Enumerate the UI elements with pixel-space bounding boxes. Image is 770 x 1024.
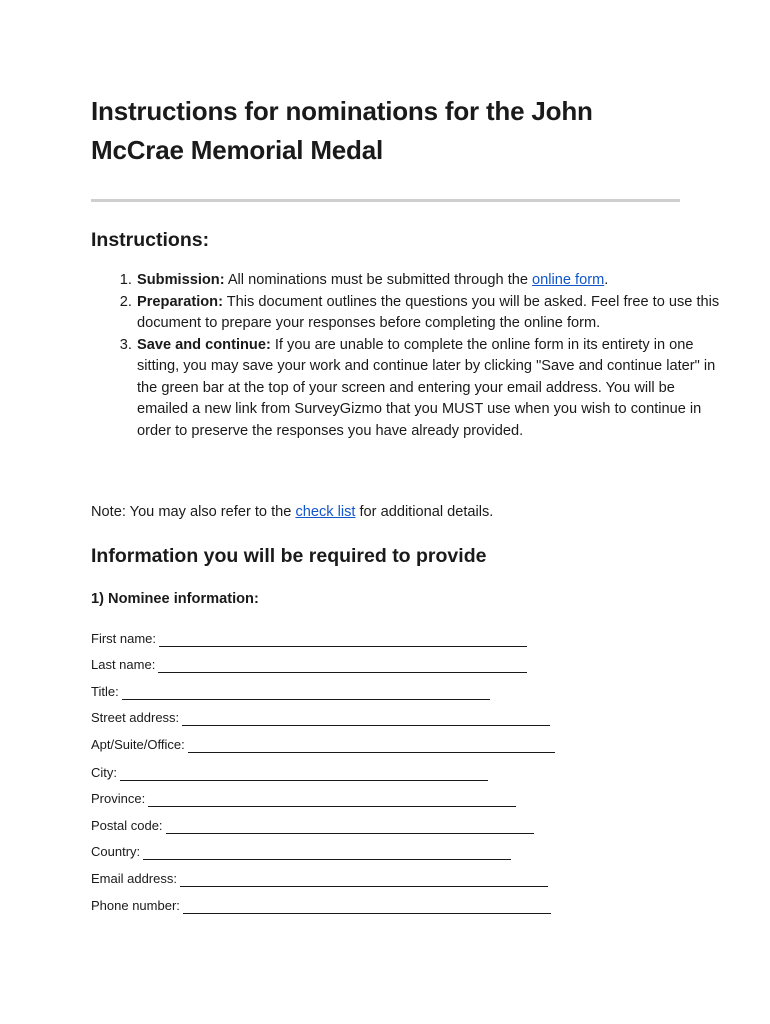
field-blank-line [120,767,488,781]
nominee-heading: 1) Nominee information: [91,591,259,607]
instructions-list [91,270,726,442]
field-label: City: [91,765,117,780]
field-label: First name: [91,631,157,646]
field-label: Last name: [91,657,156,672]
field-title [91,680,490,700]
field-blank-line [148,793,516,807]
instruction-text-end: . [604,272,609,288]
online-form-link[interactable]: online form [532,272,605,288]
field-city [91,761,488,781]
field-blank-line [122,686,490,700]
field-label: Street address: [91,710,180,725]
field-email-address [91,867,548,887]
instruction-item-submission [136,270,726,292]
field-apt-suite-office [91,733,555,753]
field-last-name [91,653,527,673]
field-postal-code [91,814,534,834]
note-text-end: for additional details. [355,504,494,520]
field-province [91,787,516,807]
field-blank-line [158,659,527,673]
check-list-link[interactable]: check list [295,504,356,520]
instruction-text: If you are unable to complete the online form in its entirety in one sitting, you may save your work and continue later by clicking "Save and continue later" in the green bar at the top of your screen and entering your email address. You will be emailed a new link from SurveyGizmo that you MUST use when you wish to continue in order to preserve the responses you have already provided. [137,336,716,439]
info-heading: Information you will be required to provide [91,545,487,567]
instruction-text: This document outlines the questions you will be asked. Feel free to use this document to prepare your responses before completing the online form. [137,293,720,331]
instructions-heading: Instructions: [91,229,210,251]
field-label: Province: [91,791,146,806]
instruction-item-preparation [136,292,726,335]
field-blank-line [180,873,548,887]
note-text: Note: You may also refer to the [91,504,296,520]
field-blank-line [183,900,551,914]
field-blank-line [188,739,555,753]
field-first-name [91,627,527,647]
field-street-address [91,706,550,726]
instruction-label: Preparation: [137,293,223,310]
note-paragraph [91,502,681,524]
instruction-label: Save and continue: [137,336,271,353]
title-divider [91,199,680,202]
instruction-text: All nominations must be submitted through the [224,272,533,288]
field-label: Title: [91,684,119,699]
document-title: Instructions for nominations for the John McCrae Memorial Medal [91,96,593,165]
field-country [91,840,511,860]
field-label: Country: [91,844,141,859]
field-label: Email address: [91,871,177,886]
field-blank-line [143,846,511,860]
field-phone-number [91,894,551,914]
field-blank-line [182,712,550,726]
field-label: Apt/Suite/Office: [91,737,185,752]
field-label: Phone number: [91,898,180,913]
field-blank-line [159,633,527,647]
field-label: Postal code: [91,818,163,833]
field-blank-line [166,820,534,834]
instruction-item-save-continue [136,335,726,443]
instruction-label: Submission: [137,272,225,288]
